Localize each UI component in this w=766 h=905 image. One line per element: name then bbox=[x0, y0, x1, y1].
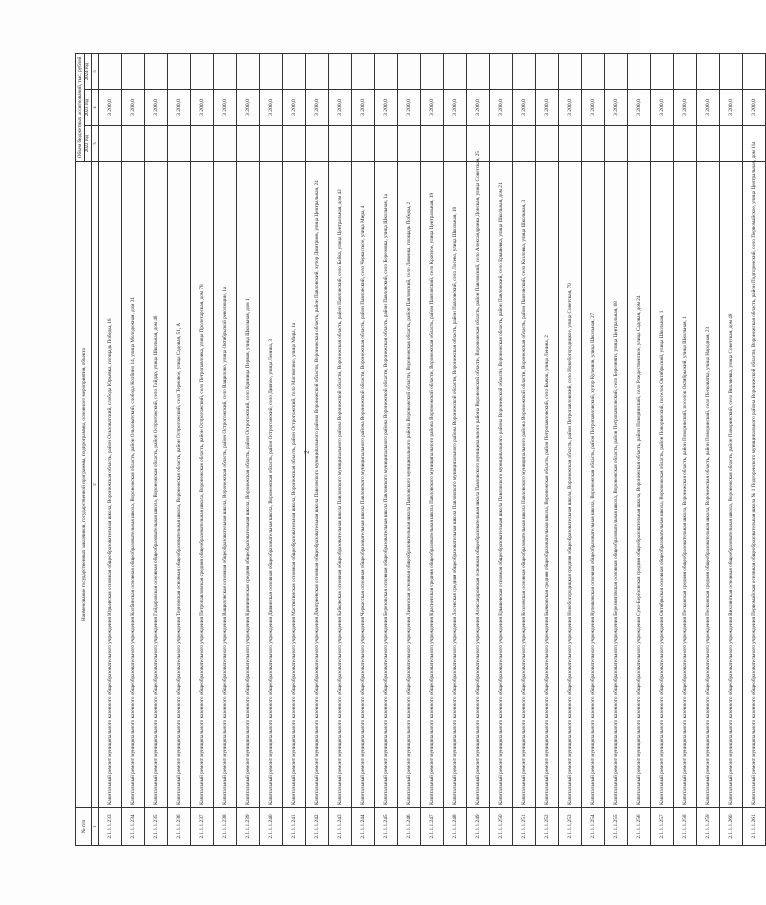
row-number: 2.1.1.1.254 bbox=[582, 808, 605, 846]
column-index: 3 bbox=[92, 126, 99, 162]
table-row bbox=[605, 53, 628, 845]
amount-2022 bbox=[214, 126, 237, 162]
row-number: 2.1.1.1.237 bbox=[191, 808, 214, 846]
object-name: Капитальный ремонт муниципального казенного общеобразовательного учреждения Песковская средняя общеобразовательная школа, Воронежская область, район Поворинский, село Песковатка, улица Народная, 23 bbox=[697, 162, 720, 808]
object-name: Капитальный ремонт муниципального казенного общеобразовательного учреждения Юрьевская основная общеобразовательная школа, Воронежская область, район Ольховатский, слобода Юрьевка, площадь Победы, 18 bbox=[99, 162, 122, 808]
row-number: 2.1.1.1.245 bbox=[375, 808, 398, 846]
amount-2023: 3 200,0 bbox=[720, 90, 743, 126]
table-row bbox=[398, 53, 421, 845]
object-name: Капитальный ремонт муниципального казенного общеобразовательного учреждения Ливенская основная общеобразовательная школа Павловского муниципального района Воронежской области, Воронежская область, район Павловский, село Ливенка, площадь Победы, 2 bbox=[398, 162, 421, 808]
amount-2022 bbox=[398, 126, 421, 162]
amount-2023: 3 200,0 bbox=[559, 90, 582, 126]
amount-2024 bbox=[674, 53, 697, 89]
rotated-table-sheet bbox=[75, 54, 757, 846]
amount-2024 bbox=[559, 53, 582, 89]
row-number: 2.1.1.1.252 bbox=[536, 808, 559, 846]
table-row bbox=[467, 53, 490, 845]
amount-2023: 3 200,0 bbox=[214, 90, 237, 126]
amount-2024 bbox=[513, 53, 536, 89]
column-index: 2 bbox=[92, 162, 99, 808]
amount-2024 bbox=[490, 53, 513, 89]
header-name: Наименование государственных заказчиков, государственной программы, подпрограммы, основного мероприятия, объекта bbox=[76, 162, 92, 808]
object-name: Капитальный ремонт муниципального казенного общеобразовательного учреждения Ващиловская основная общеобразовательная школа, Воронежская область, район Острогожский, село Ващилово, улица Октябрьской революции, 1а bbox=[214, 162, 237, 808]
row-number: 2.1.1.1.260 bbox=[720, 808, 743, 846]
amount-2022 bbox=[605, 126, 628, 162]
table-row bbox=[444, 53, 467, 845]
amount-2022 bbox=[674, 126, 697, 162]
amount-2022 bbox=[536, 126, 559, 162]
amount-2022 bbox=[444, 126, 467, 162]
amount-2024 bbox=[375, 53, 398, 89]
column-index: 5 bbox=[92, 53, 99, 89]
row-number: 2.1.1.1.249 bbox=[467, 808, 490, 846]
row-number: 2.1.1.1.246 bbox=[398, 808, 421, 846]
row-number: 2.1.1.1.247 bbox=[421, 808, 444, 846]
amount-2023: 3 200,0 bbox=[513, 90, 536, 126]
amount-2024 bbox=[444, 53, 467, 89]
object-name: Капитальный ремонт муниципального казенного общеобразовательного учреждения Песковская средняя общеобразовательная школа, Воронежская область, район Поворинский, поселок Октябрьский, улица Школьная, 1 bbox=[674, 162, 697, 808]
object-name: Капитальный ремонт муниципального казенного общеобразовательного учреждения Черкасская основная общеобразовательная школа Павловского муниципального района Воронежской области, Воронежская область, район Павловский, село Черкасское, улица Мира, 4 bbox=[352, 162, 375, 808]
column-index-row bbox=[92, 53, 99, 845]
amount-2022 bbox=[582, 126, 605, 162]
table-row bbox=[421, 53, 444, 845]
object-name: Капитальный ремонт муниципального казенного общеобразовательного учреждения Терновская основная общеобразовательная школа, Воронежская область, район Острогожский, село Терновое, улица Садовая, 51, А bbox=[168, 162, 191, 808]
object-name: Капитальный ремонт муниципального казенного общеобразовательного учреждения Петропавловская средняя общеобразовательная школа, Воронежская область, район Острогожский, село Петропавловка, улица Пролетарская, дом 78 bbox=[191, 162, 214, 808]
row-number: 2.1.1.1.242 bbox=[306, 808, 329, 846]
amount-2023: 3 200,0 bbox=[145, 90, 168, 126]
table-row bbox=[582, 53, 605, 845]
amount-2022 bbox=[283, 126, 306, 162]
row-number: 2.1.1.1.253 bbox=[559, 808, 582, 846]
object-name: Капитальный ремонт муниципального казенного общеобразовательного учреждения Красненская средняя общеобразовательная школа Павловского муниципального района Воронежской области, Воронежская область, район Павловский, село Красное, улица Центральная, 19 bbox=[421, 162, 444, 808]
amount-2024 bbox=[329, 53, 352, 89]
header-num: № п/п bbox=[76, 808, 92, 846]
amount-2023: 3 200,0 bbox=[651, 90, 674, 126]
amount-2023: 3 200,0 bbox=[628, 90, 651, 126]
object-name: Капитальный ремонт муниципального казенного общеобразовательного учреждения Дмитриевская основная общеобразовательная школа Павловского муниципального района Воронежской области, Воронежская область, район Павловский, хутор Дмитриев, улица Центральная, 24 bbox=[306, 162, 329, 808]
table-row bbox=[628, 53, 651, 845]
row-number: 2.1.1.1.234 bbox=[122, 808, 145, 846]
amount-2022 bbox=[191, 126, 214, 162]
amount-2024 bbox=[628, 53, 651, 89]
amount-2023: 3 200,0 bbox=[743, 90, 766, 126]
table-row bbox=[352, 53, 375, 845]
row-number: 2.1.1.1.235 bbox=[145, 808, 168, 846]
header-year-2024: 2024 год bbox=[85, 53, 92, 89]
amount-2024 bbox=[214, 53, 237, 89]
table-row bbox=[168, 53, 191, 845]
header-year-2022: 2022 год bbox=[85, 126, 92, 162]
amount-2023: 3 200,0 bbox=[605, 90, 628, 126]
amount-2022 bbox=[559, 126, 582, 162]
amount-2022 bbox=[697, 126, 720, 162]
table-row bbox=[306, 53, 329, 845]
row-number: 2.1.1.1.238 bbox=[214, 808, 237, 846]
amount-2024 bbox=[720, 53, 743, 89]
amount-2023: 3 200,0 bbox=[697, 90, 720, 126]
column-index: 4 bbox=[92, 90, 99, 126]
amount-2023: 3 200,0 bbox=[237, 90, 260, 126]
amount-2024 bbox=[582, 53, 605, 89]
amount-2023: 3 200,0 bbox=[490, 90, 513, 126]
object-name: Капитальный ремонт муниципального казенного общеобразовательного учреждения Березняговская основная общеобразовательная школа, Воронежская область, район Петропавловский, село Березняги, улица Центральная, 68 bbox=[605, 162, 628, 808]
amount-2024 bbox=[122, 53, 145, 89]
amount-2024 bbox=[168, 53, 191, 89]
amount-2023: 3 200,0 bbox=[260, 90, 283, 126]
amount-2022 bbox=[375, 126, 398, 162]
amount-2024 bbox=[352, 53, 375, 89]
amount-2024 bbox=[237, 53, 260, 89]
table-row bbox=[513, 53, 536, 845]
object-name: Капитальный ремонт муниципального казенного общеобразовательного учреждения Ерышевская основная общеобразовательная школа Павловского муниципального района Воронежской области, Воронежская область, район Павловский, село Ерышевка, улица Школьная, дом 21 bbox=[490, 162, 513, 808]
row-number: 2.1.1.1.257 bbox=[651, 808, 674, 846]
object-name: Капитальный ремонт муниципального казенного общеобразовательного учреждения Кулешовская основная общеобразовательная школа, Воронежская область, район Петропавловский, хутор Кулешов, улица Школьная, 27 bbox=[582, 162, 605, 808]
amount-2023: 3 200,0 bbox=[191, 90, 214, 126]
row-number: 2.1.1.1.239 bbox=[237, 808, 260, 846]
amount-2024 bbox=[421, 53, 444, 89]
table-row bbox=[122, 53, 145, 845]
table-row bbox=[720, 53, 743, 845]
page-number: 2 bbox=[302, 450, 311, 454]
table-row bbox=[329, 53, 352, 845]
amount-2023: 3 200,0 bbox=[122, 90, 145, 126]
table-row bbox=[99, 53, 122, 845]
amount-2023: 3 200,0 bbox=[398, 90, 421, 126]
amount-2024 bbox=[260, 53, 283, 89]
amount-2022 bbox=[421, 126, 444, 162]
object-name: Капитальный ремонт муниципального казенного общеобразовательного учреждения Новобогородицкая средняя общеобразовательная школа, Воронежская область, район Петропавловский, село Новобогородицкое, улица Советская, 70 bbox=[559, 162, 582, 808]
amount-2024 bbox=[191, 53, 214, 89]
amount-2022 bbox=[168, 126, 191, 162]
amount-2022 bbox=[651, 126, 674, 162]
amount-2024 bbox=[651, 53, 674, 89]
table-row bbox=[283, 53, 306, 845]
table-row bbox=[145, 53, 168, 845]
amount-2024 bbox=[467, 53, 490, 89]
object-name: Капитальный ремонт муниципального казенного общеобразовательного учреждения Гайдаровская основная общеобразовательная школа, Воронежская область, район Острогожский, село Гайдар, улица Школьная, дом 48 bbox=[145, 162, 168, 808]
amount-2022 bbox=[122, 126, 145, 162]
amount-2022 bbox=[145, 126, 168, 162]
amount-2022 bbox=[490, 126, 513, 162]
header-amount: Объем бюджетных ассигнований, тыс. рублей bbox=[76, 53, 85, 161]
amount-2022 bbox=[720, 126, 743, 162]
object-name: Капитальный ремонт муниципального казенного общеобразовательного учреждения Дивинская основная общеобразовательная школа, Воронежская область, район Острогожский, село Дивное, улица Ленина, 3 bbox=[260, 162, 283, 808]
amount-2024 bbox=[536, 53, 559, 89]
amount-2022 bbox=[352, 126, 375, 162]
row-number: 2.1.1.1.259 bbox=[697, 808, 720, 846]
amount-2024 bbox=[99, 53, 122, 89]
object-name: Капитальный ремонт муниципального казенного общеобразовательного учреждения Лосевская средняя общеобразовательная школа Павловского муниципального района Воронежской области, Воронежская область, район Павловский, село Лосево, улица Школьная, 18 bbox=[444, 162, 467, 808]
amount-2024 bbox=[605, 53, 628, 89]
amount-2024 bbox=[283, 53, 306, 89]
amount-2024 bbox=[398, 53, 421, 89]
table-body bbox=[99, 53, 766, 845]
object-name: Капитальный ремонт муниципального казенного общеобразовательного учреждения Бычковская средняя общеобразовательная школа, Воронежская область, район Петропавловский, село Бычок, улица Ленина, 2 bbox=[536, 162, 559, 808]
amount-2023: 3 200,0 bbox=[375, 90, 398, 126]
row-number: 2.1.1.1.256 bbox=[628, 808, 651, 846]
amount-2023: 3 200,0 bbox=[421, 90, 444, 126]
row-number: 2.1.1.1.241 bbox=[283, 808, 306, 846]
object-name: Капитальный ремонт муниципального казенного общеобразовательного учреждения Вихлянская основная общеобразовательная школа, Воронежская область, район Поворинский, село Вихляевка, улица Советская, дом 48 bbox=[720, 162, 743, 808]
object-name: Капитальный ремонт муниципального казенного общеобразовательного учреждения Александровская основная общеобразовательная школа Павловского муниципального района Воронежской области, Воронежская область, район Павловский, село Александровка Донская, улица Советская, 25 bbox=[467, 162, 490, 808]
row-number: 2.1.1.1.244 bbox=[352, 808, 375, 846]
amount-2024 bbox=[697, 53, 720, 89]
row-number: 2.1.1.1.233 bbox=[99, 808, 122, 846]
amount-2023: 3 200,0 bbox=[536, 90, 559, 126]
object-name: Капитальный ремонт муниципального казенного общеобразовательного учреждения Козловская основная общеобразовательная школа Павловского муниципального района Воронежской области, Воронежская область, район Павловский, село Козловка, улица Школьная, 3 bbox=[513, 162, 536, 808]
amount-2023: 3 200,0 bbox=[329, 90, 352, 126]
table-row bbox=[743, 53, 766, 845]
amount-2023: 3 200,0 bbox=[283, 90, 306, 126]
row-number: 2.1.1.1.255 bbox=[605, 808, 628, 846]
amount-2022 bbox=[513, 126, 536, 162]
amount-2024 bbox=[306, 53, 329, 89]
amount-2022 bbox=[329, 126, 352, 162]
row-number: 2.1.1.1.240 bbox=[260, 808, 283, 846]
object-name: Капитальный ремонт муниципального казенного общеобразовательного учреждения Первомайская основная общеобразовательная школа № 1 Подгоренского муниципального района Воронежской области, Воронежская область, район Подгоренский, село Первомайское, улица Центральная, дом 11а bbox=[743, 162, 766, 808]
table-row bbox=[191, 53, 214, 845]
object-name: Капитальный ремонт муниципального казенного общеобразовательного учреждения Октябрьская основная общеобразовательная школа, Воронежская область, район Поворинский, поселок Октябрьский, улица Школьная, 1 bbox=[651, 162, 674, 808]
row-number: 2.1.1.1.250 bbox=[490, 808, 513, 846]
object-name: Капитальный ремонт муниципального казенного общеобразовательного учреждения Березовская основная общеобразовательная школа Павловского муниципального района Воронежской области, Воронежская область, район Павловский, село Березовка, улица Школьная, 1а bbox=[375, 162, 398, 808]
amount-2022 bbox=[628, 126, 651, 162]
header-year-2023: 2023 год bbox=[85, 90, 92, 126]
amount-2023: 3 200,0 bbox=[467, 90, 490, 126]
row-number: 2.1.1.1.236 bbox=[168, 808, 191, 846]
amount-2022 bbox=[237, 126, 260, 162]
amount-2022 bbox=[260, 126, 283, 162]
amount-2024 bbox=[743, 53, 766, 89]
table-row bbox=[237, 53, 260, 845]
amount-2023: 3 200,0 bbox=[306, 90, 329, 126]
row-number: 2.1.1.1.251 bbox=[513, 808, 536, 846]
amount-2023: 3 200,0 bbox=[168, 90, 191, 126]
amount-2022 bbox=[306, 126, 329, 162]
row-number: 2.1.1.1.258 bbox=[674, 808, 697, 846]
object-name: Капитальный ремонт муниципального казенного общеобразовательного учреждения Бабковская основная общеобразовательная школа Павловского муниципального района Воронежской области, Воронежская область, район Павловский, село Бабка, улица Центральная, дом 42 bbox=[329, 162, 352, 808]
column-index: 1 bbox=[92, 808, 99, 846]
budget-table bbox=[75, 53, 766, 846]
table-row bbox=[260, 53, 283, 845]
row-number: 2.1.1.1.248 bbox=[444, 808, 467, 846]
object-name: Капитальный ремонт муниципального казенного общеобразовательного учреждения Мастюгинская основная общеобразовательная школа, Воронежская область, район Острогожский, село Мастюгино, улица Мира, 1а bbox=[283, 162, 306, 808]
row-number: 2.1.1.1.261 bbox=[743, 808, 766, 846]
object-name: Капитальный ремонт муниципального казенного общеобразовательного учреждения Колбинская основная общеобразовательная школа, Воронежская область, район Ольховатский, слобода Колбино 14, улица Молодежная, дом 31 bbox=[122, 162, 145, 808]
object-name: Капитальный ремонт муниципального казенного общеобразовательного учреждения Сухо-Берёзовская средняя общеобразовательная школа, Воронежская область, район Поворинский, село Рождественское, улица Садовая, дом 24 bbox=[628, 162, 651, 808]
amount-2023: 3 200,0 bbox=[444, 90, 467, 126]
table-row bbox=[214, 53, 237, 845]
table-row bbox=[674, 53, 697, 845]
amount-2023: 3 200,0 bbox=[99, 90, 122, 126]
row-number: 2.1.1.1.243 bbox=[329, 808, 352, 846]
table-row bbox=[559, 53, 582, 845]
table-row bbox=[490, 53, 513, 845]
amount-2024 bbox=[145, 53, 168, 89]
object-name: Капитальный ремонт муниципального казенного общеобразовательного учреждения Криниченская средняя общеобразовательная школа, Воронежская область, район Острогожский, село Криница Первая, улица Школьная, дом 1 bbox=[237, 162, 260, 808]
amount-2023: 3 200,0 bbox=[352, 90, 375, 126]
table-row bbox=[697, 53, 720, 845]
amount-2023: 3 200,0 bbox=[582, 90, 605, 126]
amount-2022 bbox=[99, 126, 122, 162]
table-row bbox=[375, 53, 398, 845]
table-row bbox=[651, 53, 674, 845]
amount-2023: 3 200,0 bbox=[674, 90, 697, 126]
table-row bbox=[536, 53, 559, 845]
